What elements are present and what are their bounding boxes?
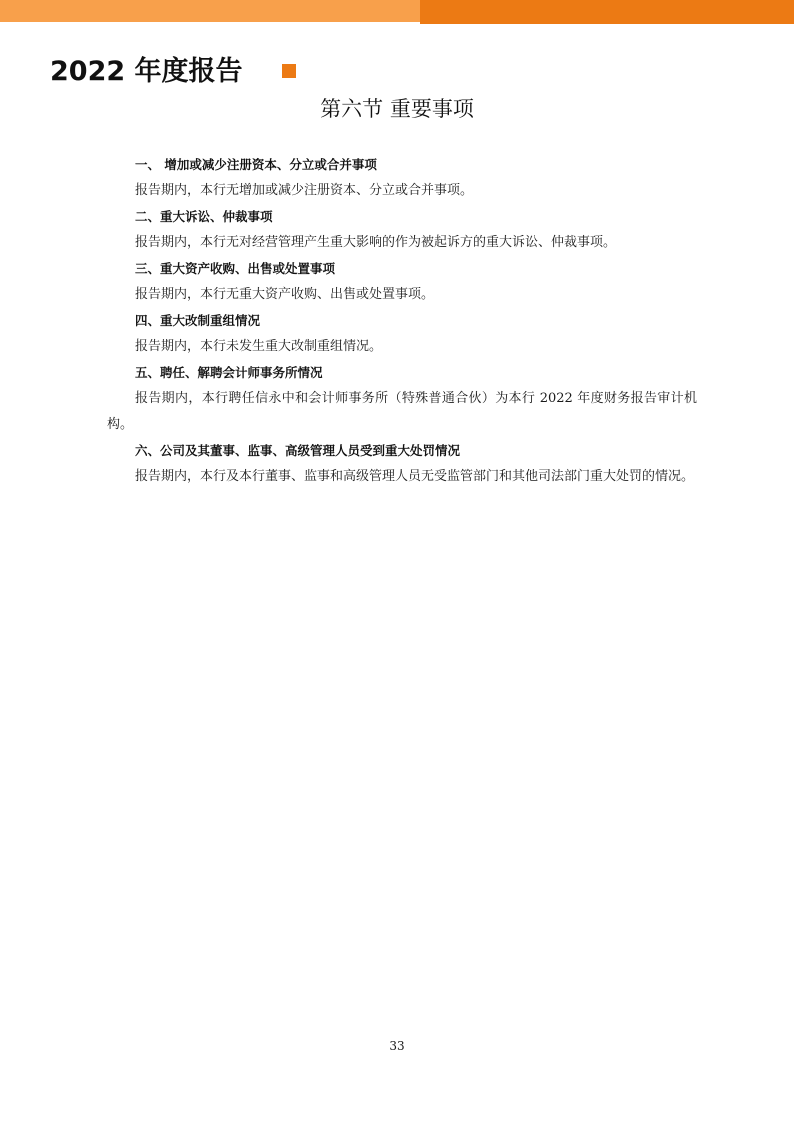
item-body-3: 报告期内，本行无重大资产收购、出售或处置事项。 — [135, 287, 435, 302]
item-heading-5: 五、聘任、解聘会计师事务所情况 — [135, 365, 323, 380]
section-title: 第六节 重要事项 — [320, 97, 474, 121]
item-body-2: 报告期内，本行无对经营管理产生重大影响的作为被起诉方的重大诉讼、仲裁事项。 — [135, 235, 617, 250]
item-body-5: 报告期内，本行聘任信永中和会计师事务所（特殊普通合伙）为本行 2022 年度财务报告审计机构。 — [107, 391, 697, 432]
section-content — [107, 152, 697, 490]
item-body-6: 报告期内，本行及本行董事、监事和高级管理人员无受监管部门和其他司法部门重大处罚的情况。 — [135, 469, 695, 484]
item-heading-3: 三、重大资产收购、出售或处置事项 — [135, 261, 336, 276]
item-body-4: 报告期内，本行未发生重大改制重组情况。 — [135, 339, 383, 354]
item-body-1: 报告期内，本行无增加或减少注册资本、分立或合并事项。 — [135, 183, 474, 198]
header-band-dark — [420, 0, 794, 24]
report-title: 2022 年度报告 — [50, 56, 243, 87]
page-number: 33 — [389, 1039, 405, 1053]
item-heading-2: 二、重大诉讼、仲裁事项 — [135, 209, 273, 224]
item-heading-6: 六、公司及其董事、监事、高级管理人员受到重大处罚情况 — [135, 443, 461, 458]
item-heading-1: 一、 增加或减少注册资本、分立或合并事项 — [135, 157, 377, 172]
accent-square-icon — [282, 64, 296, 78]
header-band-light — [0, 0, 440, 22]
item-heading-4: 四、重大改制重组情况 — [135, 313, 261, 328]
